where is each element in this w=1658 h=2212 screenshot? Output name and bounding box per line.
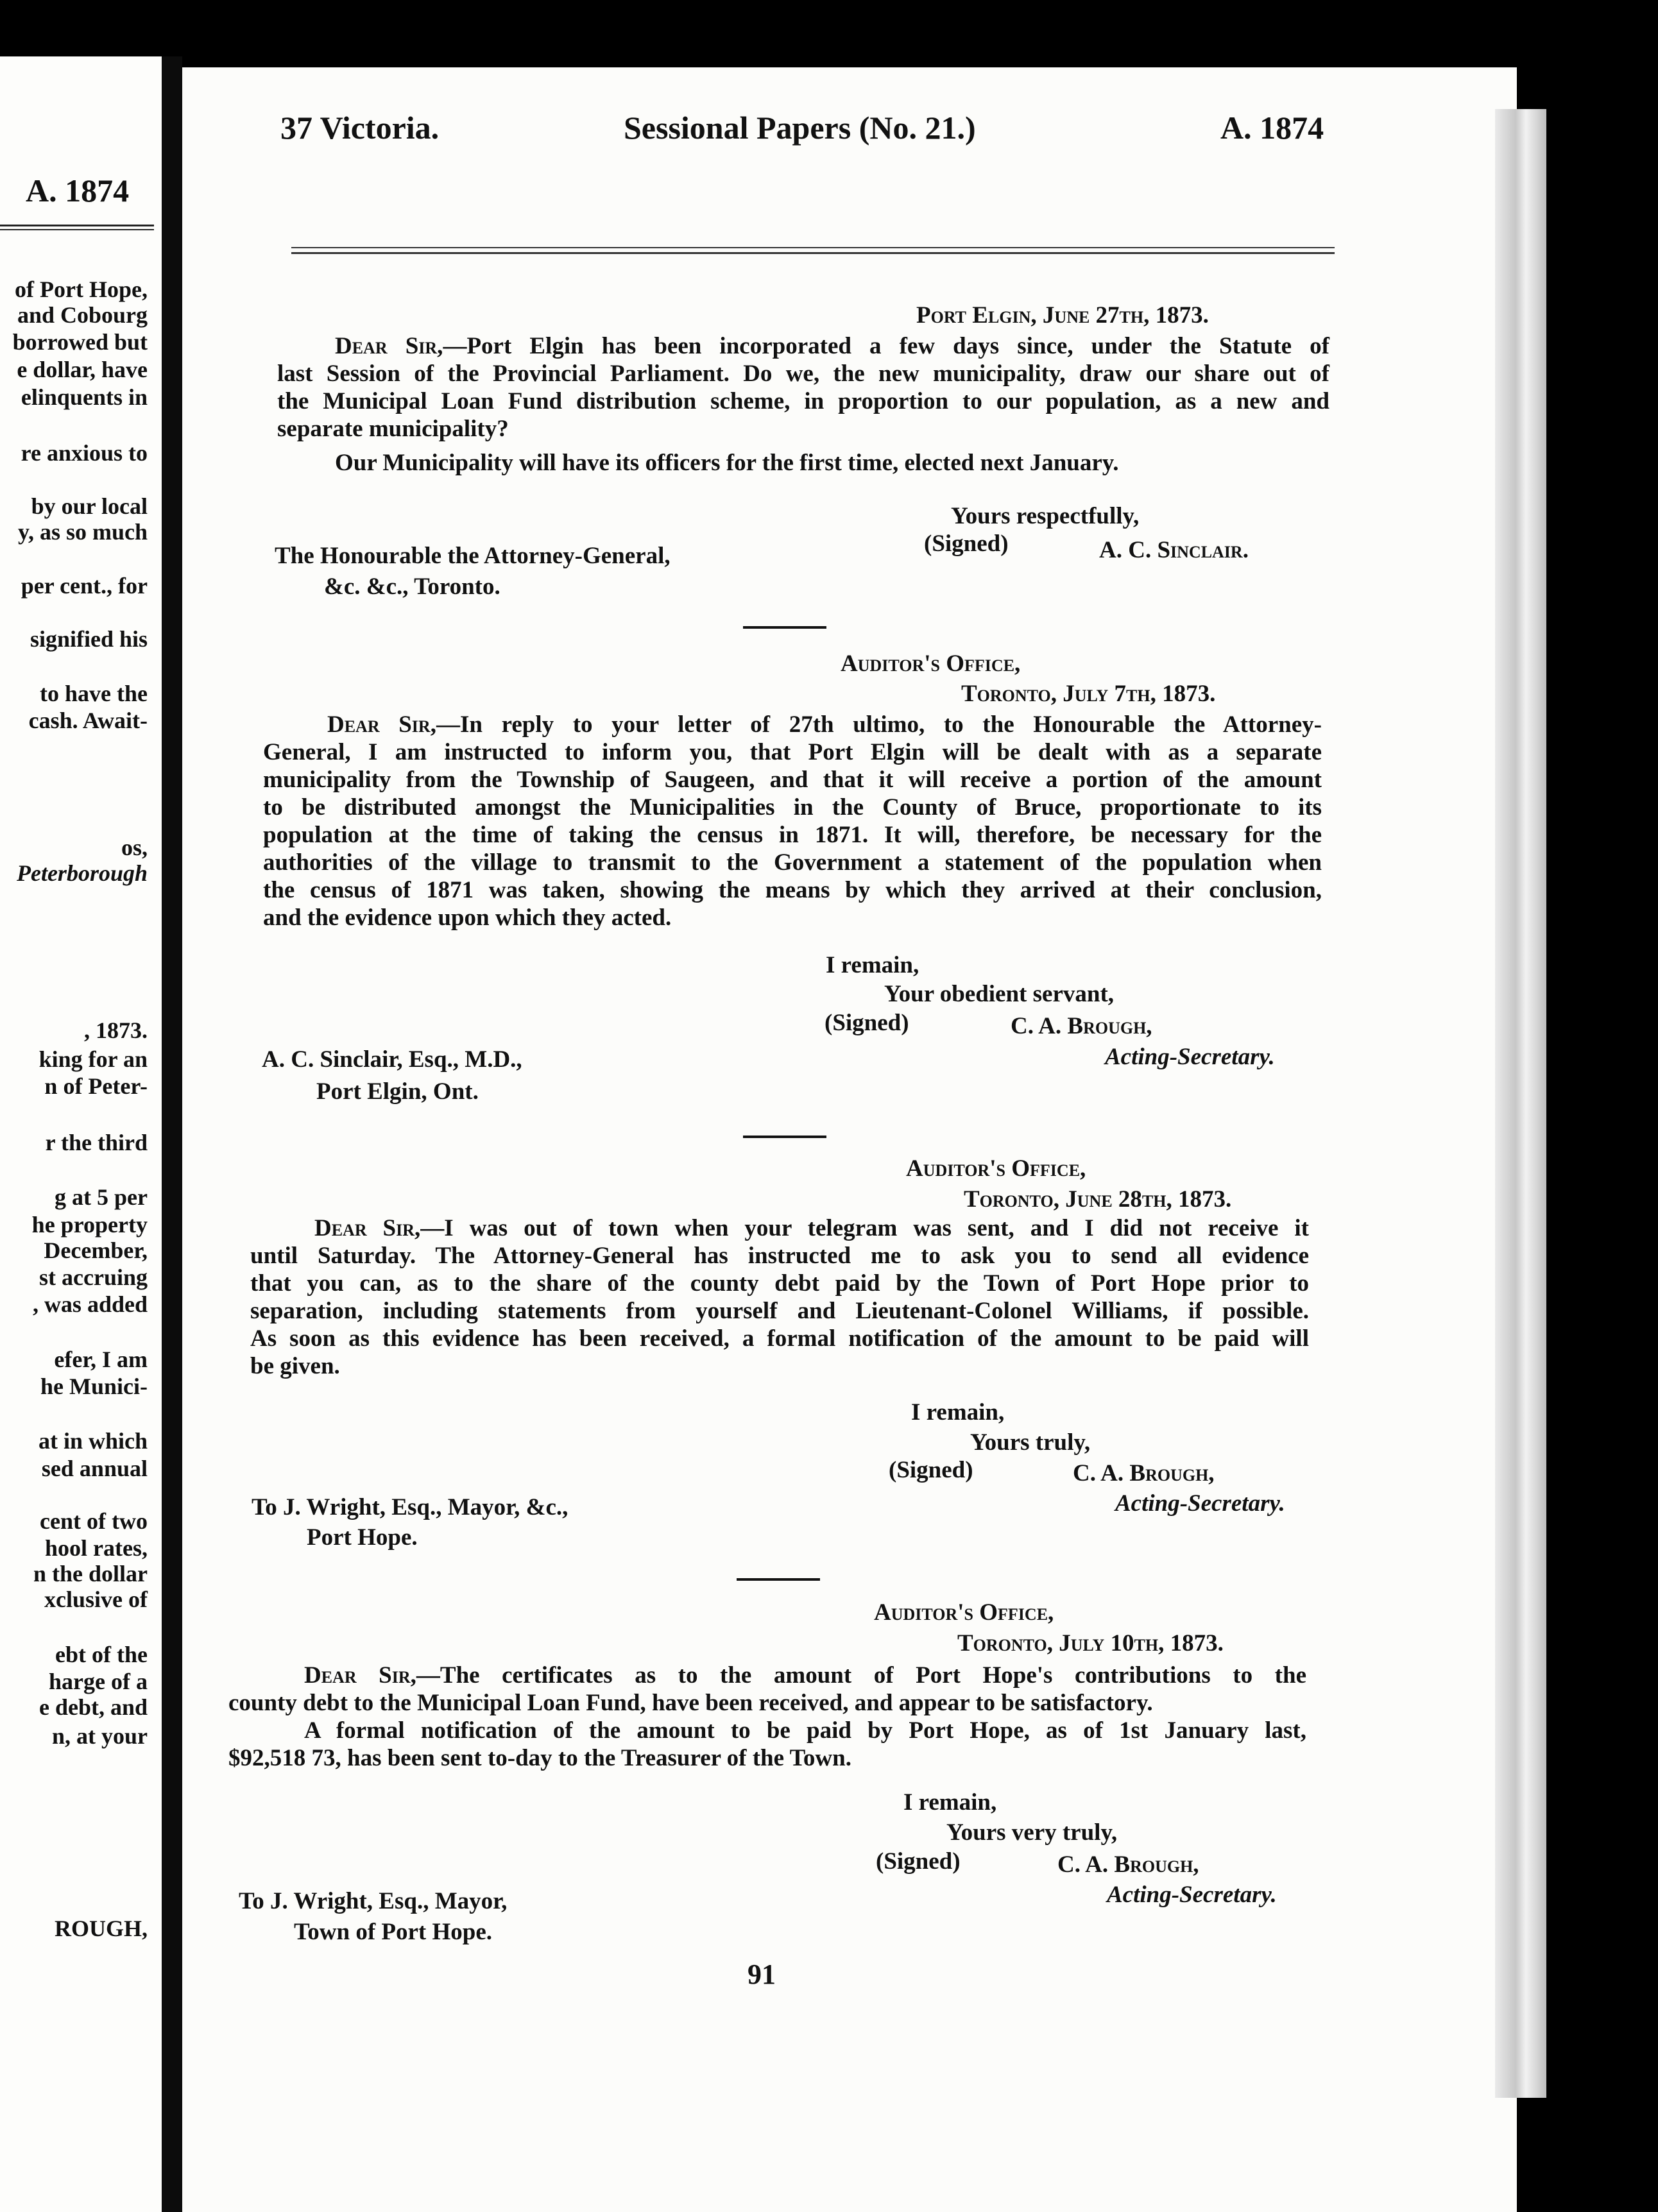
header-title: Sessional Papers (No. 21.) (624, 110, 976, 146)
facing-page-line: cash. Await- (28, 708, 148, 733)
facing-page-line: king for an (38, 1046, 148, 1072)
letter1-signed: (Signed) (924, 531, 1009, 557)
facing-page-line: r the third (45, 1130, 148, 1155)
letter3-addressee: To J. Wright, Esq., Mayor, &c., (252, 1494, 568, 1520)
letter3-addressee-place: Port Hope. (307, 1524, 418, 1551)
facing-page-line: os, (121, 835, 148, 860)
letter2-closing-2: Your obedient servant, (884, 981, 1115, 1007)
page-number: 91 (748, 1959, 776, 1990)
letter1-place-date: Port Elgin, June 27th, 1873. (916, 302, 1209, 328)
letter3-place-date: Toronto, June 28th, 1873. (964, 1186, 1232, 1212)
letter4-title: Acting-Secretary. (1107, 1882, 1277, 1908)
facing-page-line: hool rates, (45, 1535, 148, 1561)
letter4-signer: C. A. Brough, (1057, 1851, 1199, 1878)
facing-page-line: December, (44, 1238, 148, 1263)
letter1-addressee-place: &c. &c., Toronto. (324, 574, 500, 600)
facing-page-line: e debt, and (38, 1694, 148, 1720)
page-edge (1495, 109, 1546, 2098)
facing-page-line: y, as so much (17, 519, 148, 545)
facing-page-line: at in which (38, 1428, 148, 1454)
letter4-place-date: Toronto, July 10th, 1873. (957, 1630, 1224, 1656)
letter2-signer: C. A. Brough, (1011, 1013, 1152, 1039)
facing-page-line: and Cobourg (17, 302, 148, 328)
letter3-signed: (Signed) (889, 1457, 973, 1483)
facing-page-line: ebt of the (55, 1642, 148, 1667)
facing-page-line: he property (31, 1212, 148, 1238)
facing-page-line: signified his (30, 626, 148, 652)
letter1-addressee: The Honourable the Attorney-General, (275, 543, 671, 569)
facing-page-line: , 1873. (84, 1017, 148, 1043)
facing-page-line: ROUGH, (54, 1916, 148, 1941)
facing-page-header-rule (0, 225, 154, 230)
letter3-office: Auditor's Office, (906, 1155, 1086, 1182)
facing-page-line: elinquents in (21, 384, 148, 410)
letter2-closing-1: I remain, (826, 952, 919, 978)
letter4-salutation: Dear Sir, (304, 1662, 416, 1689)
letter2-place-date: Toronto, July 7th, 1873. (961, 681, 1216, 707)
letter2-title: Acting-Secretary. (1105, 1044, 1275, 1070)
letter4-signed: (Signed) (876, 1848, 961, 1875)
facing-page-line: harge of a (49, 1669, 148, 1694)
header-year: A. 1874 (1220, 110, 1324, 146)
facing-page-line: st accruing (39, 1264, 148, 1290)
letter4-addressee-place: Town of Port Hope. (294, 1919, 493, 1945)
facing-page (0, 56, 162, 2212)
facing-page-line: Peterborough (16, 860, 148, 886)
facing-page-line: to have the (40, 681, 148, 706)
facing-page-line: xclusive of (44, 1587, 148, 1612)
letter4-closing-2: Yours very truly, (946, 1819, 1118, 1846)
letter3-salutation: Dear Sir, (314, 1215, 421, 1241)
separator-rule (737, 1578, 820, 1581)
separator-rule (743, 626, 826, 629)
book-gutter (162, 56, 182, 2212)
letter4-office: Auditor's Office, (874, 1599, 1054, 1626)
letter2-office: Auditor's Office, (841, 651, 1021, 677)
facing-page-line: e dollar, have (17, 357, 148, 382)
letter4-body: Dear Sir,—The certificates as to the amount of Port Hope's contributions to the county debt to the Municipal Loan Fund, have been received, and appear to be satisfactory. A formal notification of the amount to be paid by Port Hope, as of 1st January last, $92,518 73, has been sent to-day to the Treasurer of the Town. (228, 1662, 1306, 1771)
letter1-closing: Yours respectfully, (951, 503, 1140, 529)
letter3-body: Dear Sir,—I was out of town when your telegram was sent, and I did not receive it until Saturday. The Attorney-General has instructed me to ask you to send all evidence that you can, as to the share of the county debt paid by the Town of Port Hope prior to separation, including statements from yourself and Lieutenant-Colonel Williams, if possible. As soon as this evidence has been received, a formal notification of the amount to be paid will be given. (250, 1215, 1309, 1379)
letter3-title: Acting-Secretary. (1115, 1490, 1285, 1517)
letter3-closing-2: Yours truly, (970, 1429, 1091, 1456)
facing-page-line: efer, I am (54, 1347, 148, 1372)
facing-page-line: sed annual (41, 1456, 148, 1481)
header-session: 37 Victoria. (280, 110, 440, 146)
letter4-closing-1: I remain, (903, 1789, 997, 1816)
letter1-body: Dear Sir,—Port Elgin has been incorporated a few days since, under the Statute of last Session of the Provincial Parliament. Do we, the new municipality, draw our share out of the Municipal Loan Fund distribution scheme, in proportion to our population, as a new and separate municipality? (277, 333, 1330, 442)
facing-page-line: n of Peter- (44, 1073, 148, 1099)
facing-page-line: n the dollar (33, 1561, 148, 1587)
letter2-addressee-place: Port Elgin, Ont. (316, 1078, 479, 1105)
facing-page-line: cent of two (40, 1508, 148, 1534)
letter1-salutation: Dear Sir, (335, 333, 443, 359)
facing-page-line: by our local (31, 493, 148, 519)
facing-page-header: A. 1874 (26, 173, 130, 208)
separator-rule (743, 1136, 826, 1138)
facing-page-line: g at 5 per (55, 1184, 148, 1210)
facing-page-line: , was added (32, 1291, 148, 1317)
header-rule (291, 247, 1335, 254)
letter3-signer: C. A. Brough, (1073, 1460, 1215, 1486)
facing-page-line: he Munici- (40, 1374, 148, 1399)
facing-page-line: n, at your (51, 1723, 148, 1749)
letter2-salutation: Dear Sir, (327, 711, 436, 738)
letter1-signer: A. C. Sinclair. (1099, 537, 1249, 563)
facing-page-line: re anxious to (21, 440, 148, 466)
facing-page-line: borrowed but (12, 329, 148, 355)
letter3-closing-1: I remain, (911, 1399, 1005, 1425)
letter1-second-para: Our Municipality will have its officers for the first time, elected next January. (335, 450, 1119, 476)
letter2-body: Dear Sir,—In reply to your letter of 27th ultimo, to the Honourable the Attorney- General, I am instructed to inform you, that Port Elgin will be dealt with as a separate municipality from the Township of Saugeen, and that it will receive a portion of the amount to be distributed amongst the Municipalities in the County of Bruce, proportionate to its population at the time of taking the census in 1871. It will, therefore, be necessary for the authorities of the village to transmit to the Government a statement of the population when the census of 1871 was taken, showing the means by which they arrived at their conclusion, and the evidence upon which they acted. (263, 711, 1322, 931)
letter2-signed: (Signed) (825, 1010, 909, 1036)
letter2-addressee: A. C. Sinclair, Esq., M.D., (262, 1046, 522, 1073)
letter4-addressee: To J. Wright, Esq., Mayor, (239, 1888, 508, 1914)
facing-page-line: of Port Hope, (15, 276, 148, 302)
facing-page-line: per cent., for (21, 573, 148, 599)
